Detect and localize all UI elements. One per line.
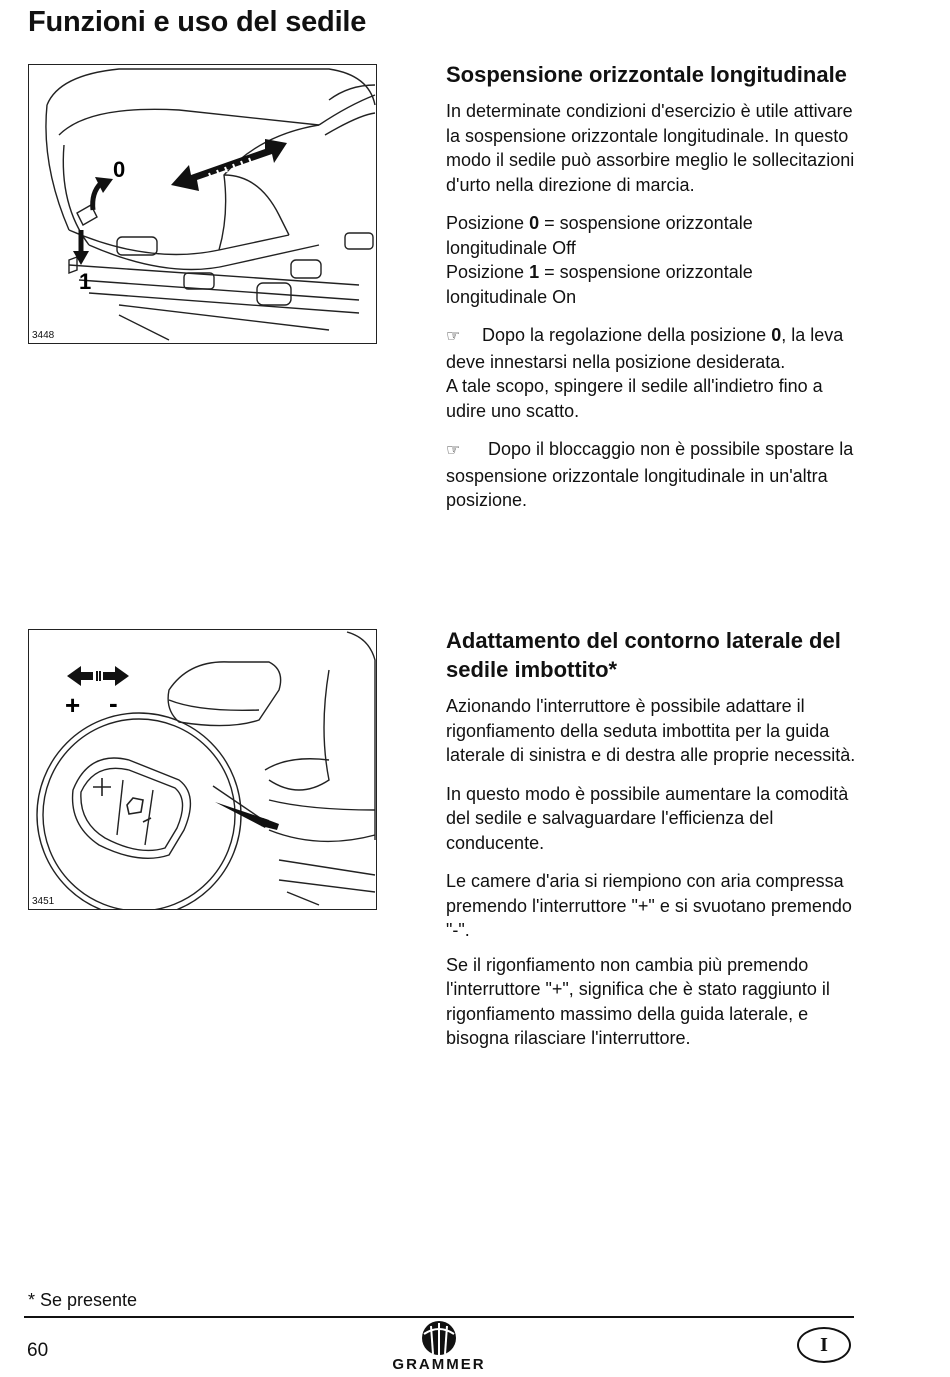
position-1-text: = sospensione orizzontale longitudinale On [446, 262, 753, 307]
position-0-text: = sospensione orizzontale longitudinale Off [446, 213, 753, 258]
section-heading: Adattamento del contorno laterale del sedile imbottito* [446, 628, 841, 682]
note-value: 0 [771, 325, 782, 345]
plus-label: + [65, 690, 81, 720]
paragraph: In questo modo è possibile aumentare la comodità del sedile e salvaguardare l'efficienza del conducente. [446, 783, 849, 853]
paragraph: Azionando l'interruttore è possibile adattare il rigonfiamento della seduta imbottita per la guida laterale di sinistra e di destra alle proprie necessità. [446, 696, 856, 765]
adjust-arrow-icon [67, 666, 129, 686]
language-badge: I [797, 1327, 851, 1363]
figure-number: 3448 [32, 330, 55, 341]
paragraph: Se il rigonfiamento non cambia più premendo l'interruttore "+", significa che è stato raggiunto il rigonfiamento massimo della guida laterale, e bisogna rilasciare l'interruttore. [446, 954, 830, 1048]
side-bolster-illustration [29, 630, 377, 910]
position-0-value: 0 [529, 213, 540, 233]
figure-number: 3451 [32, 896, 55, 907]
figure-side-bolster [28, 629, 377, 910]
footer-divider [24, 1316, 854, 1318]
grammer-logo [380, 1320, 498, 1376]
section-longitudinal-suspension [446, 60, 856, 527]
pointing-hand-icon: ☞ [446, 328, 461, 345]
position-label: Posizione [446, 262, 530, 282]
grammer-logo-icon [380, 1320, 498, 1356]
seat-suspension-illustration [29, 65, 377, 344]
note-paragraph [446, 437, 856, 513]
longitudinal-arrow-icon [171, 139, 287, 191]
page-title: Funzioni e uso del sedile [28, 6, 367, 38]
position-1-value: 1 [529, 262, 540, 282]
section-heading: Sospensione orizzontale longitudinale [446, 62, 847, 87]
note-paragraph [446, 323, 856, 423]
note-text: Dopo la regolazione della posizione [482, 325, 772, 345]
position-1-label: 1 [79, 269, 92, 294]
note-text: Dopo il bloccaggio non è possibile spostare la sospensione orizzontale longitudinale in un'altra posizione. [446, 439, 854, 510]
pointing-hand-icon: ☞ [446, 442, 461, 459]
position-0-label: 0 [113, 157, 126, 182]
figure-seat-suspension [28, 64, 377, 344]
intro-paragraph: In determinate condizioni d'esercizio è utile attivare la sospensione orizzontale longitudinale. In questo modo il sedile può assorbire meglio le sollecitazioni d'urto nella direzione di marcia. [446, 101, 855, 195]
page-number: 60 [27, 1340, 49, 1361]
note-text: , la leva deve innestarsi nella posizione desiderata. [446, 325, 844, 372]
logo-text: GRAMMER [392, 1356, 486, 1373]
minus-label: - [109, 688, 118, 718]
position-label: Posizione [446, 213, 530, 233]
note-text: A tale scopo, spingere il sedile all'indietro fino a udire uno scatto. [446, 376, 823, 421]
section-side-bolster [446, 626, 856, 1065]
paragraph: Le camere d'aria si riempiono con aria compressa premendo l'interruttore "+" e si svuotano premendo "-". [446, 871, 852, 940]
footnote: * Se presente [28, 1290, 138, 1310]
positions-paragraph [446, 211, 856, 309]
